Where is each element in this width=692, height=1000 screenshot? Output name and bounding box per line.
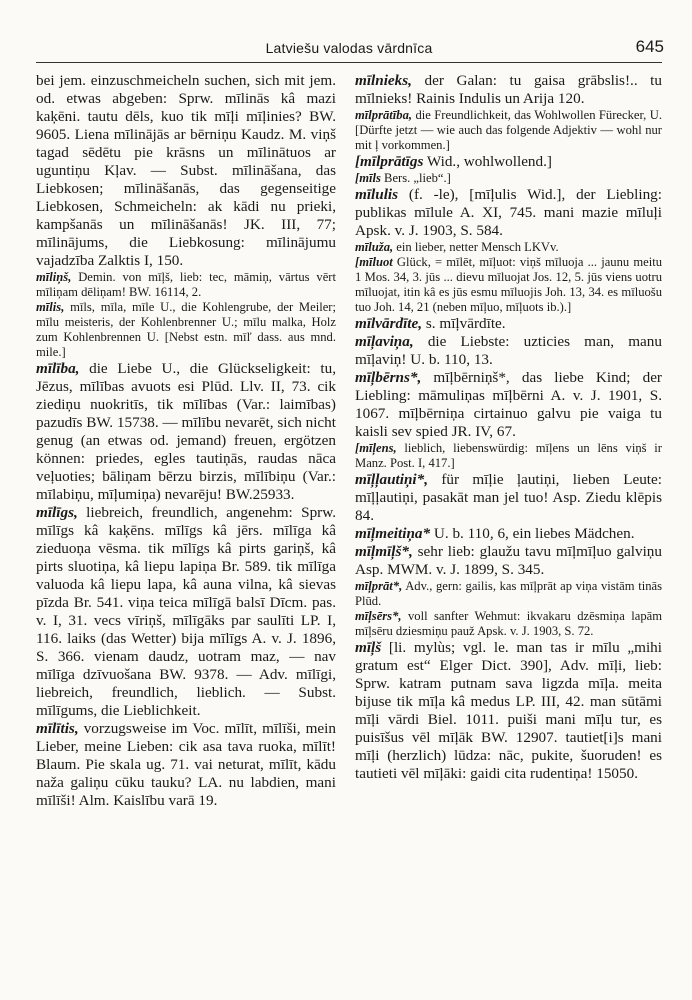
dictionary-entry xyxy=(355,153,662,171)
dictionary-entry xyxy=(36,270,336,300)
entry-headword: mīļaviņa, xyxy=(355,333,414,350)
running-title: Latviešu valodas vārdnīca xyxy=(265,40,433,56)
header-rule xyxy=(36,62,662,63)
dictionary-entry xyxy=(355,471,662,525)
entry-headword: mīļprāt*, xyxy=(355,579,403,593)
dictionary-entry xyxy=(36,360,336,504)
entry-definition: sehr lieb: glaužu tavu mīļmīļuo galviņu Asp. MWM. v. J. 1899, S. 345. xyxy=(355,543,662,578)
dictionary-entry xyxy=(355,543,662,579)
dictionary-entry xyxy=(355,525,662,543)
dictionary-entry xyxy=(355,315,662,333)
entry-headword: mīļsērs*, xyxy=(355,609,402,623)
dictionary-entry xyxy=(355,579,662,609)
entry-headword: mīlīgs, xyxy=(36,504,78,521)
entry-headword: mīlnieks, xyxy=(355,72,412,89)
entry-headword: [mīluot xyxy=(355,255,393,269)
entry-definition: U. b. 110, 6, ein liebes Mädchen. xyxy=(430,525,635,542)
entry-definition: Bers. „lieb“.] xyxy=(380,171,451,185)
entry-definition: Demin. von mīļš, lieb: tec, māmiņ, vārtus vērt mīliņam dēliņam! BW. 16114, 2. xyxy=(36,270,336,299)
entry-headword: mīlulis xyxy=(355,186,399,203)
entry-headword: mīļmeitiņa* xyxy=(355,525,431,542)
entry-headword: mīliņš, xyxy=(36,270,72,284)
entry-definition: mīls, mīla, mīle U., die Kohlengrube, der Meiler; mīlu meisteris, der Kohlenbrenner U.; mīlu malka, Holz zum Kohlenbrennen U. [Nebst estn. mīľ dass. aus mnd. mile.] xyxy=(36,300,336,359)
left-column xyxy=(36,72,336,972)
entry-headword: mīlība, xyxy=(36,360,80,377)
dictionary-entry xyxy=(36,720,336,810)
entry-definition: bei jem. einzuschmeicheln suchen, sich mit jem. od. etwas abgeben: Sprw. mīlinās kâ mazi kaķēni. tautu dēls, kuo tik mīļi mīļinies? BW. 9605. Liena mīlinājās ar bērniņu Kaudz. M. viņš tagad sēdētu pie krāsns un mīlinātuos ar uguntiņu Kļav. — Subst. mīlināšana, das Liebkosen; mīlināšanās, das gegenseitige Liebkosen, Schmeicheln: ak kādi nu prieki, kampšanās un mīlināšanās! JK. III, 77; mīlinājums, die Liebkosung: mīlinājumu vajadzība Zalktis I, 150. xyxy=(36,72,336,269)
entry-headword: mīļbērns*, xyxy=(355,369,422,386)
entry-definition: der Galan: tu gaisa grābslis!.. tu mīlnieks! Rainis Indulis un Arija 120. xyxy=(355,72,662,107)
entry-definition: lieblich, liebenswürdig: mīļens un lēns viņš ir Manz. Post. I, 417.] xyxy=(355,441,662,470)
entry-definition: Wid., wohlwollend.] xyxy=(423,153,552,170)
dictionary-entry xyxy=(355,255,662,315)
entry-headword: [mīlprātīgs xyxy=(355,153,424,170)
dictionary-entry xyxy=(355,108,662,153)
entry-headword: mīļmīļš*, xyxy=(355,543,413,560)
dictionary-entry xyxy=(36,300,336,360)
entry-headword: [mīļens, xyxy=(355,441,397,455)
entry-headword: mīluža, xyxy=(355,240,394,254)
entry-headword: mīlis, xyxy=(36,300,65,314)
entry-headword: [mīls xyxy=(355,171,381,185)
entry-definition: Adv., gern: gailis, kas mīļprāt ap viņa vistām tinās Plūd. xyxy=(355,579,662,608)
right-column xyxy=(355,72,662,972)
entry-definition: [li. mylùs; vgl. le. man tas ir mīlu „mihi gratum est“ Elger Dict. 390], Adv. mīļi, lieb: Sprw. katram putnam sava ligzda mīļa. meita bijuse tik mīļa kâ medus LP. III, 42. man sūtāmi mīļi vārdi Biel. 1011. puiši mani mīļu tur, es puisīšus vēl mīļāk BW. 12907. tautiet[i]s mani mīļi (herzlich) lūdza: nāc, pukite, šuoruden! es tautieti vēl mīļāki: gaidi cita rudentiņa! 15050. xyxy=(355,639,662,782)
dictionary-entry xyxy=(355,186,662,240)
dictionary-entry xyxy=(355,369,662,441)
dictionary-entry xyxy=(355,609,662,639)
page-header xyxy=(34,36,664,60)
dictionary-entry xyxy=(355,240,662,255)
entry-definition: die Liebe U., die Glückseligkeit: tu, Jēzus, mīlības avuots esi Plūd. Llv. II, 73. cik ziediņu nuokritīs, tik mīlības (Var.: laimības) pazudīs BW. 15738. — mīlību nevarēt, sich nicht genug (an etwas od. jemand) freuen, ergötzen können: priedes, egles tautiņās, raudas nāca veļuoties; bāliņam bērzu birzis, mīlībiņu (Var.: mīlabiņu, mīļumiņa) nevarēju! BW.25933. xyxy=(36,360,336,503)
entry-definition: s. mīļvārdīte. xyxy=(422,315,506,332)
entry-definition: mīļbērniņš*, das liebe Kind; der Liebling: māmuliņas mīļbērni A. v. J. 1901, S. 1067. mīļbērniņa cirtainuo galvu pie vaiga tu kaisli sev spied JR. IV, 67. xyxy=(355,369,662,440)
entry-definition: voll sanfter Wehmut: ikvakaru dzēsmiņa lapām mīļsēru dziesmiņu pauž Apsk. v. J. 1903, S. 72. xyxy=(355,609,662,638)
dictionary-entry xyxy=(36,504,336,720)
entry-definition: die Liebste: uzticies man, manu mīļaviņ! U. b. 110, 13. xyxy=(355,333,662,368)
entry-definition: vorzugsweise im Voc. mīlīt, mīlīši, mein Lieber, meine Lieben: cik asa tava ruoka, mīlīt! Blaum. Pie skala ug. 71. vai neturat, mīlīt, kādu naža galiņu cūku tauku? LA. nu labdien, mani mīlīši! Alm. Kaislību varā 19. xyxy=(36,720,336,809)
entry-headword: mīļļautiņi*, xyxy=(355,471,429,488)
dictionary-entry xyxy=(355,639,662,783)
entry-headword: mīlītis, xyxy=(36,720,79,737)
entry-headword: mīļš xyxy=(355,639,382,656)
dictionary-entry xyxy=(355,333,662,369)
dictionary-entry xyxy=(355,441,662,471)
entry-headword: mīlprātība, xyxy=(355,108,413,122)
entry-headword: mīlvārdīte, xyxy=(355,315,423,332)
entry-definition: (f. -le), [mīļulis Wid.], der Liebling: publikas mīlule A. XI, 745. mani mazie mīluļi Apsk. v. J. 1903, S. 584. xyxy=(355,186,662,239)
entry-definition: liebreich, freundlich, angenehm: Sprw. mīlīgs kâ kaķēns. mīlīgs kâ jērs. mīlīga kâ zieduoņa vēsma. tik mīlīgs kâ pirts gariņš, kâ pirts sluotiņa, kâ liepu lapiņa Br. 589. tik mīlīga valuoda kâ liepu lapa, kâ auna vilna, kâ sievas pīzda Br. 541. viņa teica mīlīgā balsī Dīcm. pas. v. I, 31. vecs vīriņš, mīlīgāks par saulīti LP. I, 116. laiks (das Wetter) bija mīlīgs A. v. J. 1896, S. 366. vienam daudz, uotram maz, — nav mīlīga dzīvuošana BW. 9378. — Adv. mīlīgi, liebreich, freundlich, lieblich. — Subst. mīlīgums, die Lieblichkeit. xyxy=(36,504,336,719)
dictionary-entry xyxy=(355,171,662,186)
entry-definition: ein lieber, netter Mensch LKVv. xyxy=(393,240,559,254)
page-number: 645 xyxy=(635,37,664,56)
entry-definition: die Freundlichkeit, das Wohlwollen Fürecker, U. [Dürfte jetzt — wie auch das folgende Adjektiv — wohl nur mit ļ vorkommen.] xyxy=(355,108,662,152)
dictionary-entry xyxy=(36,72,336,270)
entry-definition: Glück, = mīlēt, mīļuot: viņš mīluoja ... jaunu meitu 1 Mos. 34, 3. jūs ... dievu mīluojat Jos. 12, 5. jūs viens uotru mīluojat, itin kâ es jūs esmu mīluojis Joh. 13, 34. es mīluošu tuo Joh. 14, 21 (neben mīļuo, mīļuots ib.).] xyxy=(355,255,662,314)
dictionary-entry xyxy=(355,72,662,108)
entry-definition: für mīļie ļautiņi, lieben Leute: mīļļautiņi, pasakāt man jel tuo! Asp. Ziedu klēpis 84. xyxy=(355,471,662,524)
